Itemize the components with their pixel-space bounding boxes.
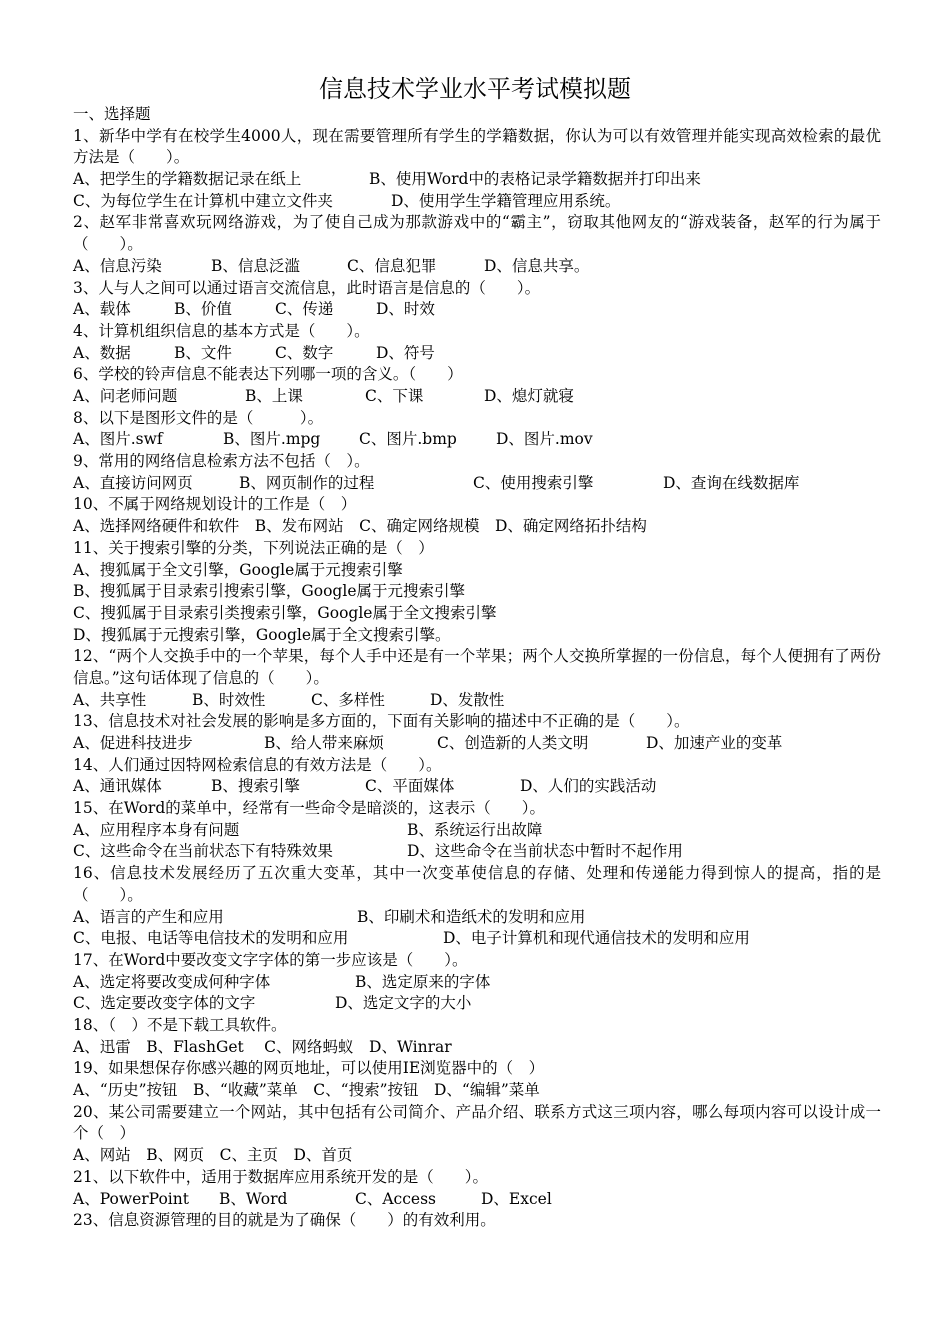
question-2-stem: 2、赵军非常喜欢玩网络游戏，为了使自己成为那款游戏中的“霸主”，窃取其他网友的“游戏装备，赵军的行为属于（ ）。	[73, 213, 881, 254]
document-title: 信息技术学业水平考试模拟题	[319, 75, 631, 103]
question-3-stem: 3、人与人之间可以通过语言交流信息，此时语言是信息的（ ）。	[73, 278, 541, 297]
question-11-option-b: B、搜狐属于目录索引搜索引擎，Google属于元搜索引擎	[73, 582, 465, 601]
question-20-stem: 20、某公司需要建立一个网站，其中包括有公司简介、产品介绍、联系方式这三项内容，哪么每项内容可以设计成一个（ ）	[73, 1102, 881, 1143]
question-13-stem: 13、信息技术对社会发展的影响是多方面的，下面有关影响的描述中不正确的是（ ）。	[73, 712, 690, 731]
question-13-option-d: D、加速产业的变革	[646, 734, 783, 753]
question-13-option-c: C、创造新的人类文明	[437, 734, 589, 753]
question-9-option-b: B、网页制作的过程	[239, 473, 375, 492]
question-1-options-row-1	[73, 169, 881, 191]
question-21-option-a: A、PowerPoint	[73, 1189, 189, 1208]
question-15-option-a: A、应用程序本身有问题	[73, 820, 240, 839]
question-1-stem: 1、新华中学有在校学生4000人，现在需要管理所有学生的学籍数据，你认为可以有效管理并能实现高效检索的最优方法是（ ）。	[73, 126, 881, 167]
question-17-option-d: D、选定文字的大小	[335, 994, 472, 1013]
question-15-option-b: B、系统运行出故障	[407, 820, 543, 839]
question-16-option-b: B、印刷术和造纸术的发明和应用	[357, 907, 586, 926]
question-12-options	[73, 690, 881, 712]
question-9-stem: 9、常用的网络信息检索方法不包括（ ）。	[73, 452, 370, 471]
question-1-option-d: D、使用学生学籍管理应用系统。	[391, 191, 621, 210]
question-16-option-c: C、电报、电话等电信技术的发明和应用	[73, 929, 349, 948]
question-15-stem: 15、在Word的菜单中，经常有一些命令是暗淡的，这表示（ ）。	[73, 799, 546, 818]
question-11-option-c: C、搜狐属于目录索引类搜索引擎，Google属于全文搜索引擎	[73, 603, 497, 622]
question-4-options	[73, 343, 881, 365]
question-14-stem: 14、人们通过因特网检索信息的有效方法是（ ）。	[73, 755, 442, 774]
question-9-option-d: D、查询在线数据库	[663, 473, 800, 492]
question-16-options-row-1	[73, 907, 881, 929]
question-4-option-b: B、文件	[174, 343, 232, 362]
section-heading: 一、选择题	[73, 105, 151, 123]
question-3-option-a: A、载体	[73, 300, 131, 319]
question-21-stem: 21、以下软件中，适用于数据库应用系统开发的是（ ）。	[73, 1167, 488, 1186]
question-18-stem: 18、（ ）不是下载工具软件。	[73, 1016, 287, 1034]
question-3-option-c: C、传递	[275, 300, 334, 319]
question-2-option-d: D、信息共享。	[484, 256, 590, 275]
question-3-options	[73, 299, 881, 321]
question-21-options	[73, 1189, 881, 1211]
question-4-option-c: C、数字	[275, 343, 334, 362]
question-14-option-d: D、人们的实践活动	[520, 777, 657, 796]
question-14-option-c: C、平面媒体	[365, 777, 455, 796]
question-15-option-d: D、这些命令在当前状态中暂时不起作用	[407, 842, 683, 861]
question-19-stem: 19、如果想保存你感兴趣的网页地址，可以使用IE浏览器中的（ ）	[73, 1059, 545, 1078]
question-15-options-row-1	[73, 820, 881, 842]
question-12-option-b: B、时效性	[192, 690, 266, 709]
question-20-options: A、网站 B、网页 C、主页 D、首页	[73, 1146, 353, 1165]
question-1-options-row-2	[73, 191, 881, 213]
question-21-option-b: B、Word	[219, 1189, 288, 1208]
question-17-option-a: A、选定将要改变成何种字体	[73, 972, 271, 991]
question-4-stem: 4、计算机组织信息的基本方式是（ ）。	[73, 321, 370, 340]
question-17-option-c: C、选定要改变字体的文字	[73, 994, 256, 1013]
question-17-option-b: B、选定原来的字体	[355, 972, 491, 991]
question-2-option-b: B、信息泛滥	[211, 256, 300, 275]
question-14-options	[73, 776, 881, 798]
question-8-option-b: B、图片.mpg	[223, 430, 321, 449]
question-13-option-b: B、给人带来麻烦	[264, 734, 384, 753]
question-3-option-b: B、价值	[174, 300, 232, 319]
question-4-option-d: D、符号	[376, 343, 435, 362]
question-18-options: A、迅雷 B、FlashGet C、网络蚂蚁 D、Winrar	[73, 1037, 452, 1056]
question-3-option-d: D、时效	[376, 300, 435, 319]
question-6-stem: 6、学校的铃声信息不能表达下列哪一项的含义。（ ）	[73, 365, 463, 384]
question-8-option-d: D、图片.mov	[496, 430, 593, 449]
question-21-option-c: C、Access	[355, 1189, 436, 1208]
question-8-stem: 8、以下是图形文件的是（ ）。	[73, 408, 324, 427]
question-17-stem: 17、在Word中要改变文字字体的第一步应该是（ ）。	[73, 950, 468, 969]
question-17-options-row-2	[73, 993, 881, 1015]
question-23-stem: 23、信息资源管理的目的就是为了确保（ ）的有效利用。	[73, 1211, 496, 1230]
question-13-option-a: A、促进科技进步	[73, 734, 193, 753]
question-12-option-c: C、多样性	[311, 690, 385, 709]
question-16-stem: 16、信息技术发展经历了五次重大变革，其中一次变革使信息的存储、处理和传递能力得到惊人的提高，指的是（ ）。	[73, 864, 881, 904]
question-12-stem: 12、“两个人交换手中的一个苹果，每个人手中还是有一个苹果；两个人交换所掌握的一份信息，每个人便拥有了两份信息。”这句话体现了信息的（ ）。	[73, 647, 881, 687]
question-21-option-d: D、Excel	[481, 1189, 552, 1208]
question-2-option-c: C、信息犯罪	[347, 256, 437, 275]
question-6-option-d: D、熄灯就寝	[484, 387, 574, 405]
question-19-options: A、“历史”按钮 B、“收藏”菜单 C、“搜索”按钮 D、“编辑”菜单	[73, 1081, 540, 1100]
question-16-option-d: D、电子计算机和现代通信技术的发明和应用	[443, 929, 750, 948]
question-6-options	[73, 386, 881, 408]
question-16-options-row-2	[73, 928, 881, 950]
question-list	[73, 104, 881, 1232]
question-8-options	[73, 429, 881, 451]
question-8-option-a: A、图片.swf	[73, 430, 163, 449]
question-11-option-a: A、搜狐属于全文引擎，Google属于元搜索引擎	[73, 560, 403, 579]
question-8-option-c: C、图片.bmp	[359, 430, 457, 449]
question-15-option-c: C、这些命令在当前状态下有特殊效果	[73, 842, 333, 861]
question-16-option-a: A、语言的产生和应用	[73, 907, 224, 926]
question-14-option-b: B、搜索引擎	[211, 777, 300, 796]
question-9-option-c: C、使用搜索引擎	[473, 473, 594, 492]
question-1-option-a: A、把学生的学籍数据记录在纸上	[73, 170, 302, 189]
question-9-options	[73, 473, 881, 495]
question-6-option-b: B、上课	[245, 387, 303, 405]
question-12-option-a: A、共享性	[73, 690, 147, 709]
question-1-option-b: B、使用Word中的表格记录学籍数据并打印出来	[369, 170, 701, 189]
question-14-option-a: A、通讯媒体	[73, 777, 162, 796]
question-2-option-a: A、信息污染	[73, 256, 162, 275]
question-12-option-d: D、发散性	[430, 690, 505, 709]
question-11-option-d: D、搜狐属于元搜索引擎，Google属于全文搜索引擎。	[73, 625, 451, 644]
question-11-stem: 11、关于搜索引擎的分类，下列说法正确的是（ ）	[73, 538, 434, 557]
question-1-option-c: C、为每位学生在计算机中建立文件夹	[73, 191, 333, 210]
question-17-options-row-1	[73, 972, 881, 994]
question-4-option-a: A、数据	[73, 343, 131, 362]
question-10-stem: 10、不属于网络规划设计的工作是（ ）	[73, 495, 357, 514]
question-13-options	[73, 733, 881, 755]
question-10-options: A、选择网络硬件和软件 B、发布网站 C、确定网络规模 D、确定网络拓扑结构	[73, 517, 647, 536]
question-6-option-c: C、下课	[365, 387, 424, 405]
question-9-option-a: A、直接访问网页	[73, 473, 193, 492]
question-2-options	[73, 256, 881, 278]
question-6-option-a: A、问老师问题	[73, 387, 178, 405]
question-15-options-row-2	[73, 841, 881, 863]
